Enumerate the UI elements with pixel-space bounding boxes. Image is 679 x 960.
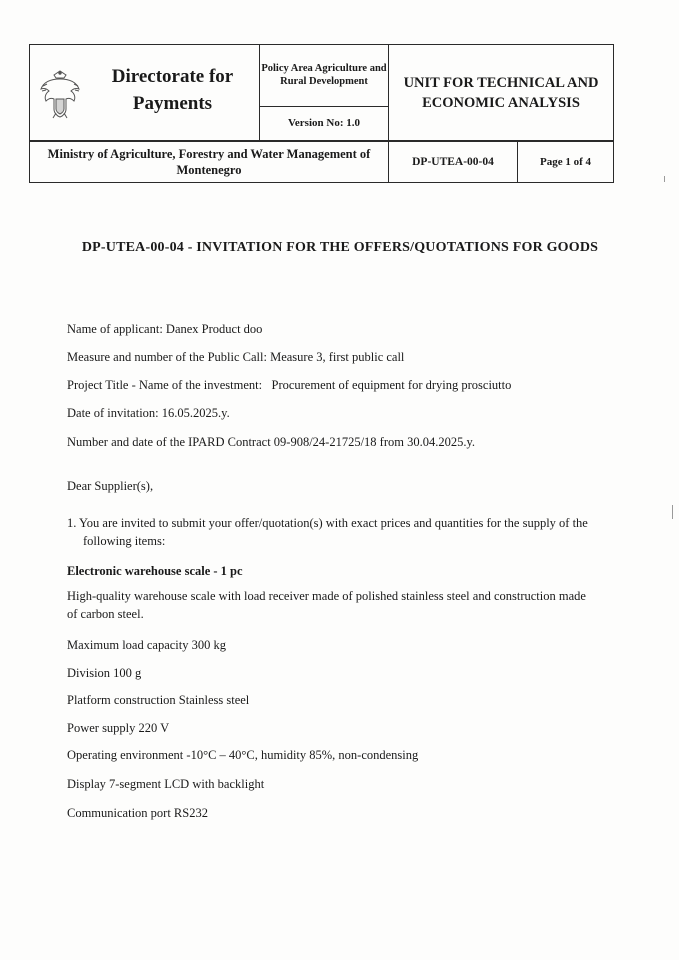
- ministry-cell: Ministry of Agriculture, Forestry and Water Management of Montenegro: [30, 142, 389, 183]
- invitation-text: 1. You are invited to submit your offer/quotation(s) with exact prices and quantities for the supply of the following items:: [67, 516, 588, 548]
- spec-line: Display 7-segment LCD with backlight: [67, 777, 265, 791]
- spec-line: Maximum load capacity 300 kg: [67, 638, 226, 652]
- spec-line: Communication port RS232: [67, 806, 208, 820]
- directorate-title: Directorate for Payments: [111, 66, 234, 114]
- document-title: DP-UTEA-00-04 - INVITATION FOR THE OFFERS/QUOTATIONS FOR GOODS: [81, 240, 599, 255]
- product-name: Electronic warehouse scale - 1 pc: [67, 564, 243, 578]
- measure-line: Measure and number of the Public Call: Measure 3, first public call: [67, 350, 405, 364]
- greeting: Dear Supplier(s),: [67, 479, 154, 493]
- ministry-table: [29, 141, 614, 183]
- directorate-cell: [30, 45, 260, 141]
- date-line: Date of invitation: 16.05.2025.y.: [67, 406, 230, 420]
- spec-line: Power supply 220 V: [67, 721, 170, 735]
- project-line: Project Title - Name of the investment: Procurement of equipment for drying prosciutto: [67, 378, 512, 392]
- spec-line: Operating environment -10°C – 40°C, humidity 85%, non-condensing: [67, 748, 419, 762]
- product-description: High-quality warehouse scale with load receiver made of polished stainless steel and construction made of carbon steel.: [67, 589, 586, 621]
- contract-line: Number and date of the IPARD Contract 09-908/24-21725/18 from 30.04.2025.y.: [67, 435, 476, 449]
- header-table: [29, 44, 614, 141]
- applicant-line: Name of applicant: Danex Product doo: [67, 322, 263, 336]
- spec-line: Platform construction Stainless steel: [67, 693, 250, 707]
- policy-area-cell: Policy Area Agriculture and Rural Development: [260, 45, 389, 107]
- scan-mark: [664, 176, 665, 182]
- doc-code-cell: DP-UTEA-00-04: [389, 142, 518, 183]
- spec-line: Division 100 g: [67, 666, 142, 680]
- scan-mark: [672, 505, 673, 519]
- version-cell: Version No: 1.0: [260, 106, 389, 140]
- unit-cell: UNIT FOR TECHNICAL AND ECONOMIC ANALYSIS: [389, 45, 614, 141]
- invitation-paragraph: [67, 514, 597, 550]
- page-number-cell: Page 1 of 4: [518, 142, 614, 183]
- montenegro-coat-of-arms-icon: [38, 69, 82, 119]
